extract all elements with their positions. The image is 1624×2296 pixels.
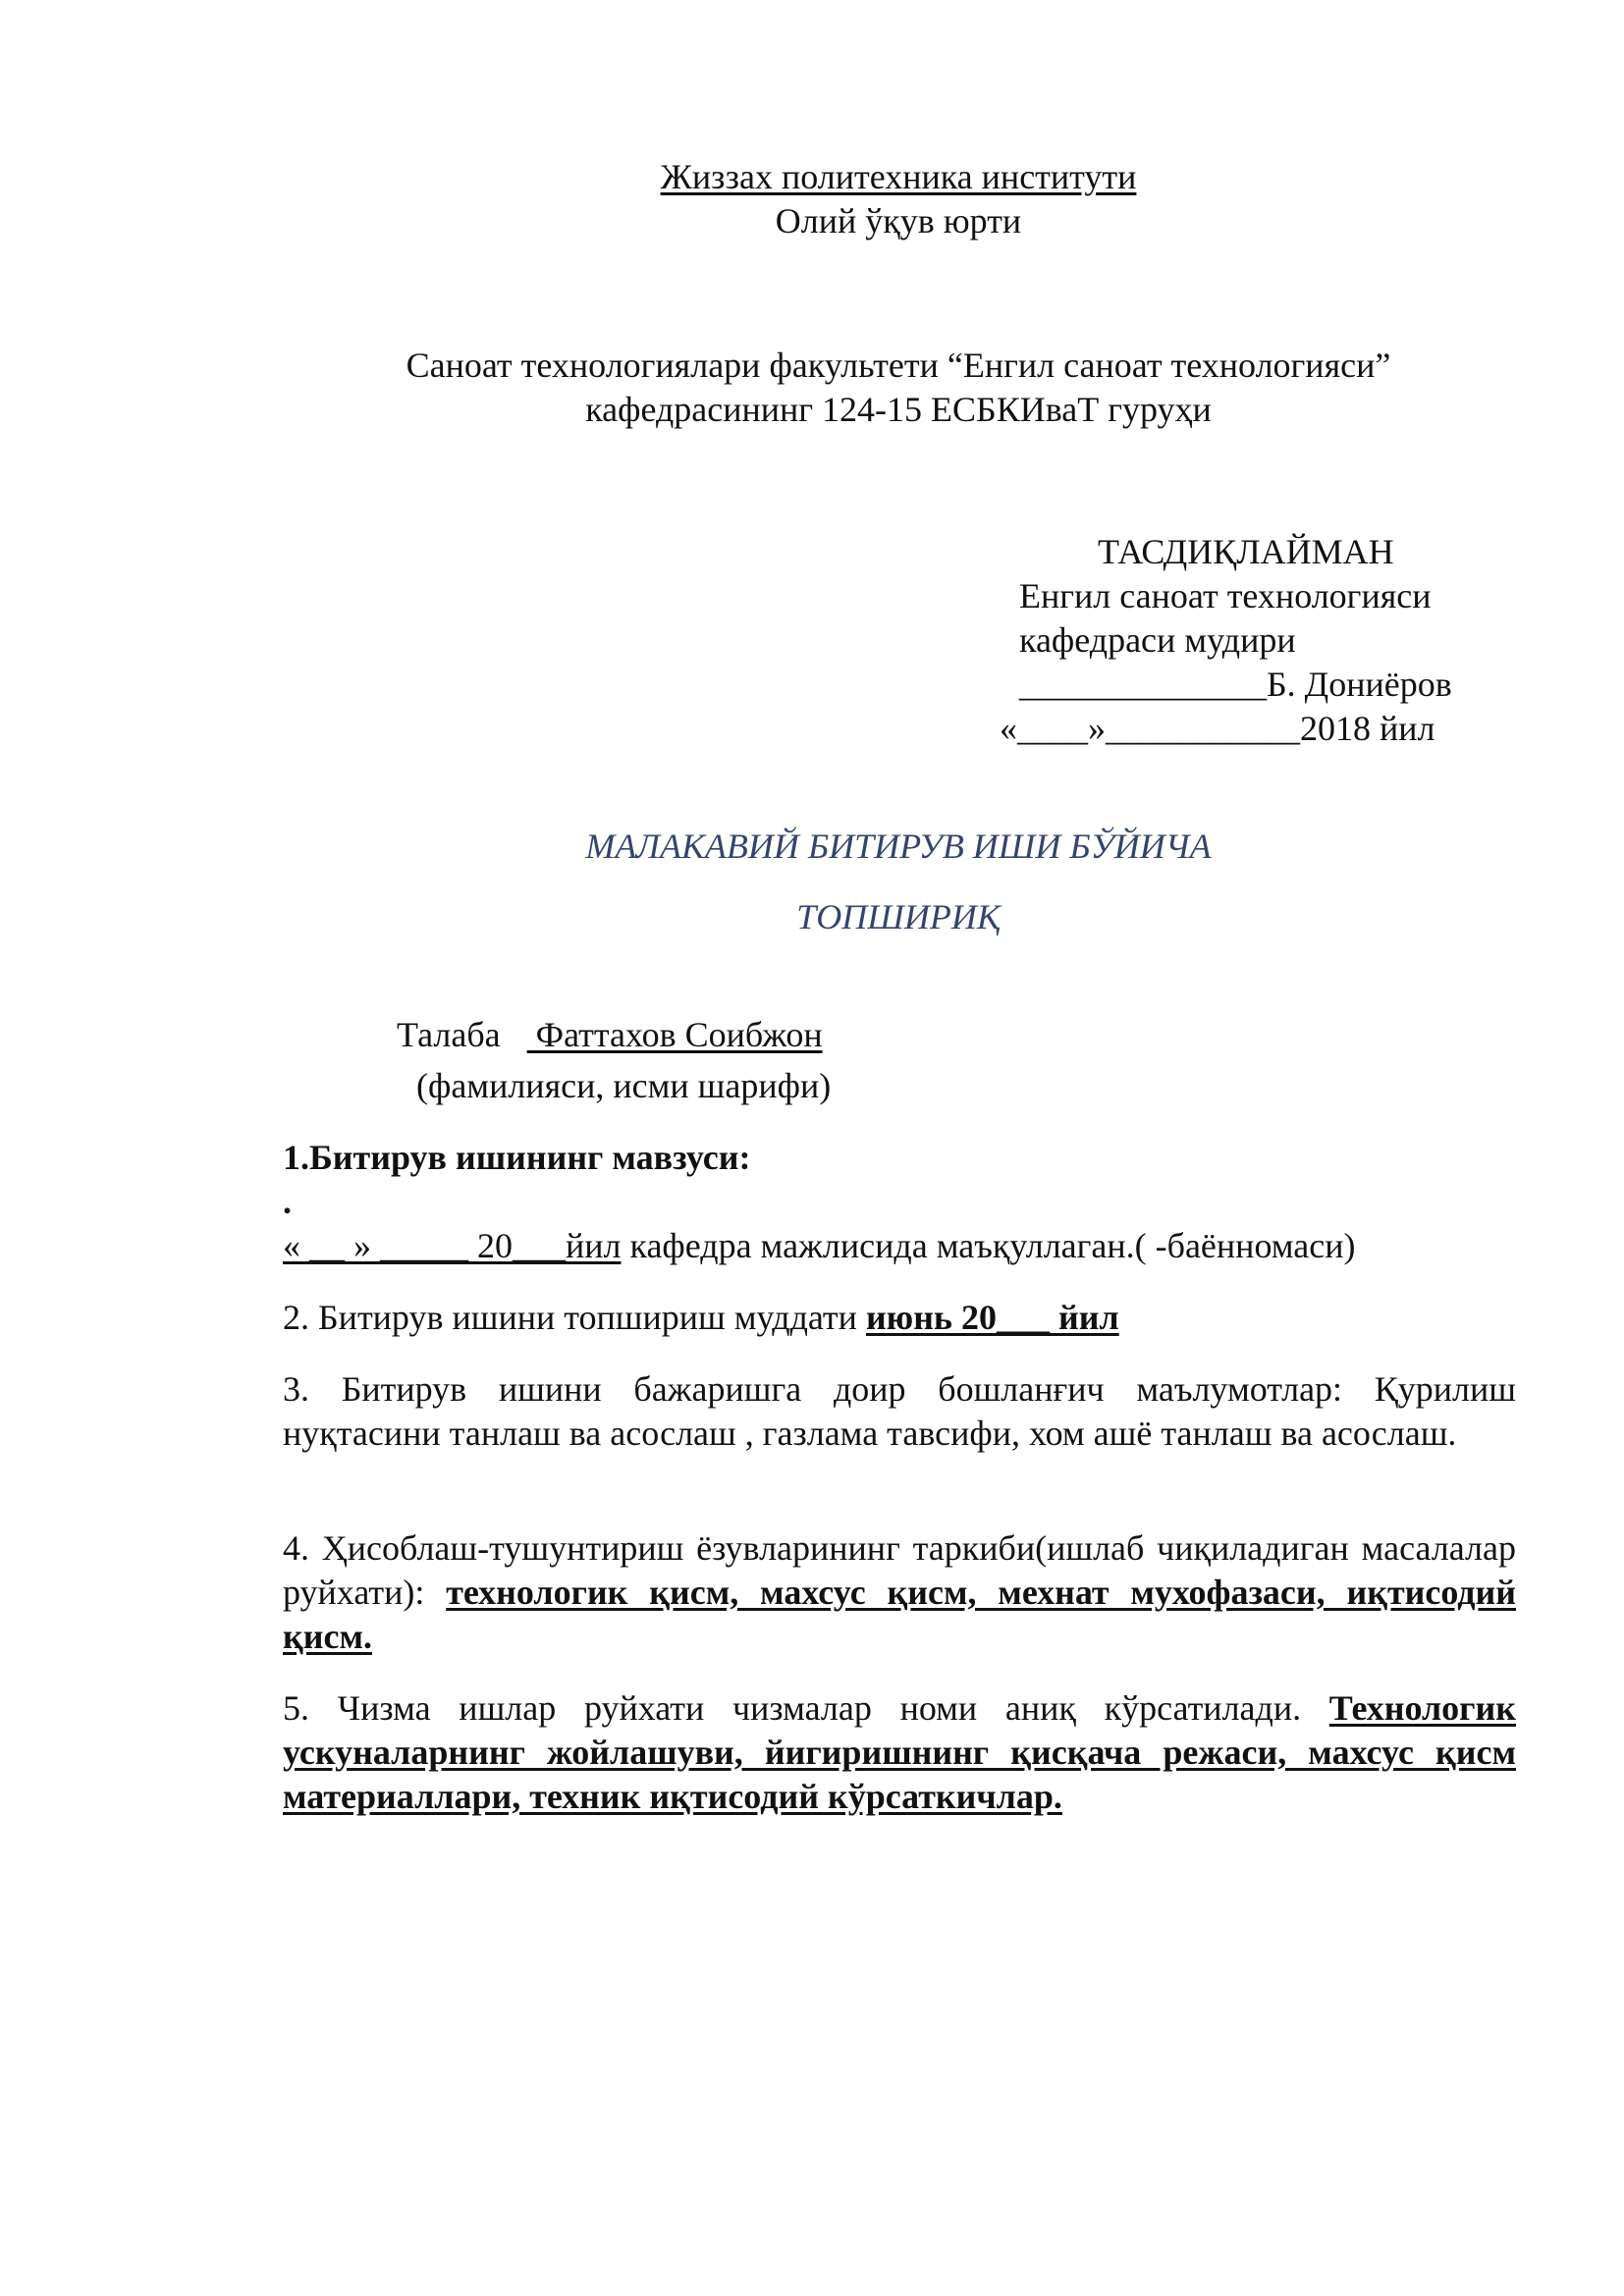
- drawings-paragraph: [283, 1686, 1516, 1819]
- approval-dept-line-2: кафедраси мудири: [1019, 620, 1296, 660]
- drawings-list: Технологик ускуналарнинг жойлашуви, йигиришнинг қисқача режаси, махсус қисм материаллари, техник иқтисодий кўрсаткичлар.: [283, 1688, 1516, 1816]
- contents-parts: технологик қисм, махсус қисм, мехнат мухофазаси, иқтисодий қисм.: [283, 1573, 1517, 1656]
- date-year: 2018 йил: [1300, 709, 1435, 748]
- drawings-text: 5. Чизма ишлар руйхати чизмалар номи аниқ кўрсатилади.: [283, 1688, 1329, 1728]
- faculty-line-2: кафедрасининг 124-15 ЕСБКИваТ гуруҳи: [585, 390, 1212, 429]
- student-label: Талаба: [397, 1015, 501, 1054]
- contents-text: 4. Ҳисоблаш-тушунтириш ёзувларининг таркиби(ишлаб чиқиладиган масалалар руйхати):: [283, 1528, 1516, 1612]
- date-open-quote: «: [1000, 709, 1017, 748]
- meeting-text: кафедра мажлисида маъқуллаган.( -баённомаси): [621, 1226, 1356, 1265]
- deadline-line: [283, 1296, 1119, 1339]
- approval-heading: ТАСДИҚЛАЙМАН: [1098, 532, 1394, 571]
- meeting-approval-line: [283, 1224, 1356, 1267]
- topic-dot: .: [283, 1182, 292, 1221]
- document-title-line-2: ТОПШИРИҚ: [796, 897, 1001, 936]
- date-close-quote: »: [1088, 709, 1106, 748]
- student-line: [397, 1013, 823, 1056]
- initial-data-paragraph: 3. Битирув ишини бажаришга доир бошланғич маълумотлар: Қурилиш нуқтасини танлаш ва асослаш , газлама тавсифи, хом ашё танлаш ва асослаш.: [283, 1369, 1516, 1453]
- deadline-label: 2. Битирув ишини топшириш муддати: [283, 1298, 866, 1337]
- institution-type: Олий ўқув юрти: [775, 201, 1022, 240]
- head-name: Б. Дониёров: [1267, 665, 1452, 704]
- date-day-blank: ____: [1017, 709, 1088, 748]
- approval-dept-line-1: Енгил саноат технологияси: [1019, 576, 1432, 615]
- approval-signature-line: [1019, 663, 1452, 706]
- approval-date-line: [1000, 707, 1435, 750]
- faculty-line-1: Саноат технологиялари факультети “Енгил саноат технологияси”: [406, 346, 1391, 385]
- institute-name: Жиззах политехника институти: [660, 157, 1137, 196]
- contents-paragraph: [283, 1526, 1516, 1659]
- meeting-date-blank: « __ » _____ 20___йил: [283, 1226, 622, 1265]
- document-title-line-1: МАЛАКАВИЙ БИТИРУВ ИШИ БЎЙИЧА: [585, 827, 1212, 866]
- topic-heading: 1.Битирув ишининг мавзуси:: [283, 1138, 751, 1177]
- signature-blank: ______________: [1019, 665, 1267, 704]
- student-name: Фаттахов Соибжон: [526, 1015, 823, 1054]
- deadline-value: июнь 20___ йил: [865, 1298, 1119, 1337]
- student-caption: (фамилияси, исми шарифи): [416, 1066, 832, 1105]
- date-month-blank: ___________: [1106, 709, 1300, 748]
